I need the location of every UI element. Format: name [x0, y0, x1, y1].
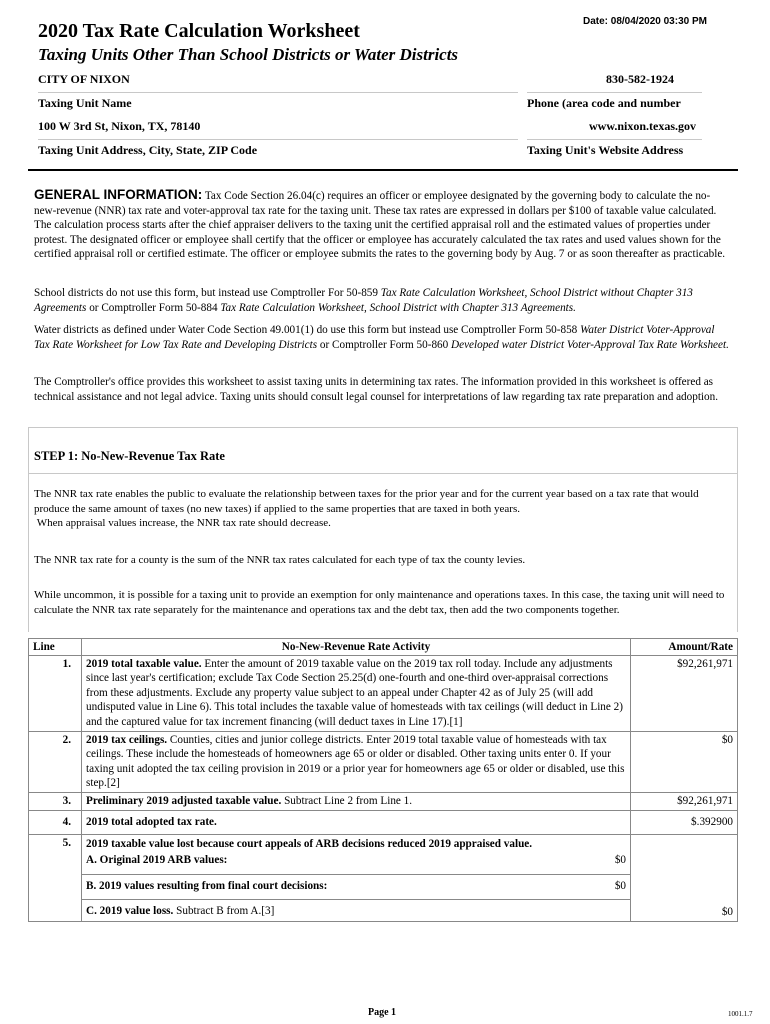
line-number: 3. [29, 792, 82, 810]
step1-title: STEP 1: No-New-Revenue Tax Rate [34, 449, 225, 463]
line-activity [82, 655, 631, 731]
line-activity [82, 731, 631, 792]
line-number: 1. [29, 655, 82, 731]
line-activity [82, 834, 631, 921]
website-divider [527, 139, 702, 140]
website-value: www.nixon.texas.gov [589, 119, 697, 133]
p2-text-a: School districts do not use this form, but instead use Comptroller For 50-859 [34, 287, 381, 299]
form-code: 1001.1.7 [728, 1010, 753, 1018]
address-label: Taxing Unit Address, City, State, ZIP Code [38, 143, 258, 157]
line-5b-row [86, 879, 626, 894]
line-activity-title: Preliminary 2019 adjusted taxable value. [86, 794, 282, 807]
print-date: Date: 08/04/2020 03:30 PM [583, 16, 707, 27]
line-5a-value: $0 [614, 854, 626, 867]
p3-text-b: or Comptroller Form 50-860 [317, 338, 452, 351]
line-number: 2. [29, 731, 82, 792]
line-number: 5. [29, 834, 82, 921]
step1-divider [28, 473, 737, 474]
step1-paragraph-1 [34, 487, 729, 531]
line-activity-text: Counties, cities and junior college districts. Enter 2019 total taxable value of homesteads with tax ceilings. These include the homesteads of homeowners age 65 or older or disabled. Other taxing units enter 0. If your taxing unit adopted the tax ceiling provision in 2019 or a prior year for homeowners age 65 or older or disabled, use this step.[2] [86, 733, 625, 790]
col-activity-header: No-New-Revenue Rate Activity [82, 639, 631, 656]
page-number: Page 1 [368, 1007, 397, 1018]
line-activity-text: Subtract Line 2 from Line 1. [281, 794, 413, 807]
header-rule [28, 169, 738, 171]
line-amount: $92,261,971 [631, 655, 738, 731]
line-amount: $.392900 [631, 810, 738, 834]
line-5b-label: B. 2019 values resulting from final court decisions: [86, 879, 328, 892]
line-amount: $0 [631, 834, 738, 921]
line-5b-value: $0 [614, 879, 626, 892]
phone-label: Phone (area code and number [527, 96, 681, 110]
p2-form-title-b: Tax Rate Calculation Worksheet, School District with Chapter 313 Agreements. [220, 301, 576, 314]
line-5c-text: Subtract B from A.[3] [173, 905, 275, 918]
table-row [29, 731, 738, 792]
comptroller-paragraph: The Comptroller's office provides this worksheet to assist taxing units in determining tax rates. The information provided in this worksheet is offered as technical assistance and not legal advice. Taxing units should consult legal counsel for interpretations of law regarding tax rate preparation and adoption. [34, 376, 719, 403]
col-amount-header: Amount/Rate [631, 639, 738, 656]
table-row [29, 810, 738, 834]
table-row [29, 834, 738, 921]
line-5a-divider [82, 874, 630, 875]
line-5a-label: A. Original 2019 ARB values: [86, 854, 228, 867]
line-activity-title: 2019 total taxable value. [86, 657, 202, 670]
line-activity [82, 792, 631, 810]
line-activity [82, 810, 631, 834]
worksheet-table [28, 638, 738, 922]
p2-form-title-a: Tax Rate Calculation Worksheet, School District without Chapter 313 Agreements [34, 287, 693, 314]
step1-paragraph-3: While uncommon, it is possible for a taxing unit to provide an exemption for only maintenance and operations taxes. In this case, the taxing unit will need to calculate the NNR tax rate separately for the maintenance and operations tax and the debt tax, then add the two components together. [34, 589, 725, 616]
general-info-paragraph [34, 188, 729, 262]
table-row [29, 655, 738, 731]
line-number: 4. [29, 810, 82, 834]
line-5a-row [86, 853, 626, 868]
address-divider [38, 139, 518, 140]
line-activity-text: Enter the amount of 2019 taxable value on the 2019 tax roll today. Include any adjustments since last year's certification; exclude Tax Code Section 25.25(d) one-fourth and one-third over-appraisal corrections from these adjustments. Exclude any property value subject to an appeal under Chapter 42 as of July 25 (will add undisputed value in Line 6). This total includes the taxable value of homesteads with tax ceilings (will deduct in Line 2) and the captured value for tax increment financing (will deduct taxes in Line 17).[1] [86, 657, 623, 728]
step1-paragraph-2: The NNR tax rate for a county is the sum of the NNR tax rates calculated for each type of tax the county levies. [34, 554, 526, 566]
line-5c-row [86, 904, 626, 919]
line-activity-title: 2019 total adopted tax rate. [86, 815, 217, 828]
line-5-heading: 2019 taxable value lost because court appeals of ARB decisions reduced 2019 appraised value. [86, 837, 533, 850]
form-subtitle: Taxing Units Other Than School Districts or Water Districts [38, 45, 459, 64]
phone-value: 830-582-1924 [606, 72, 674, 86]
p2-text-b: or Comptroller Form 50-884 [86, 301, 221, 314]
taxing-unit-name-label: Taxing Unit Name [38, 96, 132, 110]
phone-divider [527, 92, 702, 93]
line-5c-label: C. 2019 value loss. [86, 905, 174, 918]
school-districts-paragraph [34, 286, 729, 315]
address-value: 100 W 3rd St, Nixon, TX, 78140 [38, 119, 201, 133]
p3-text-a: Water districts as defined under Water Code Section 49.001(1) do use this form but instead use Comptroller Form 50-858 [34, 324, 581, 336]
form-title: 2020 Tax Rate Calculation Worksheet [38, 20, 360, 42]
name-divider [38, 92, 518, 93]
table-row [29, 792, 738, 810]
line-amount: $92,261,971 [631, 792, 738, 810]
water-districts-paragraph [34, 323, 729, 352]
p3-form-title-a: Water District Voter-Approval Tax Rate Worksheet for Low Tax Rate and Developing Districts [34, 324, 715, 351]
website-label: Taxing Unit's Website Address [527, 143, 684, 157]
step1-p1b-text: When appraisal values increase, the NNR tax rate should decrease. [36, 517, 331, 530]
line-amount: $0 [631, 731, 738, 792]
taxing-unit-name-value: CITY OF NIXON [38, 72, 130, 86]
general-info-heading: GENERAL INFORMATION: [34, 187, 203, 202]
line-activity-title: 2019 tax ceilings. [86, 733, 168, 746]
p3-form-title-b: Developed water District Voter-Approval Tax Rate Worksheet. [451, 338, 729, 351]
general-info-text: Tax Code Section 26.04(c) requires an officer or employee designated by the governing body to calculate the no-new-revenue (NNR) tax rate and voter-approval tax rate for the taxing unit. These tax rates are expressed in dollars per $100 of taxable value calculated. The calculation process starts after the chief appraiser delivers to the taxing unit the certified appraisal roll and the estimated values of properties under protest. The designated officer or employee shall certify that the officer or employee has accurately calculated the tax rates and used values shown for the certified appraisal roll or certified estimate. The officer or employee submits the rates to the governing body by Aug. 7 or as soon thereafter as practicable. [34, 190, 726, 261]
line-5b-divider [82, 899, 630, 900]
col-line-header: Line [29, 639, 82, 656]
step1-p1-text: The NNR tax rate enables the public to evaluate the relationship between taxes for the prior year and for the current year based on a tax rate that would produce the same amount of taxes (no new taxes) if applied to the same properties that are taxed in both years. [34, 488, 699, 515]
table-header-row [29, 639, 738, 656]
